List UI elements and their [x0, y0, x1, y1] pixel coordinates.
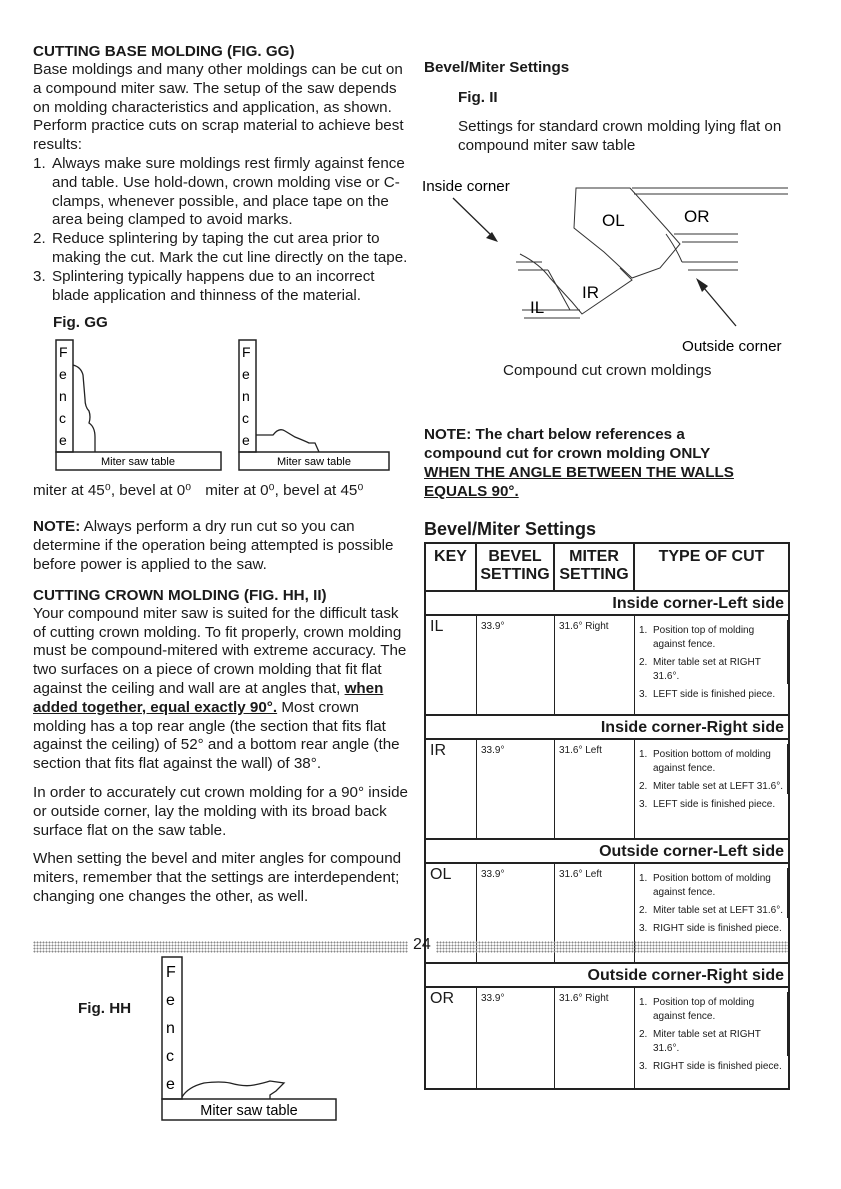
bevel-miter-table — [424, 542, 790, 1090]
section-title: Outside corner-Left side — [426, 840, 788, 864]
step-text: Miter table set at RIGHT 31.6°. — [653, 1029, 761, 1054]
step-number: 3. — [639, 689, 648, 700]
crown-chart-note — [424, 425, 796, 501]
base-molding-steps — [33, 155, 411, 305]
note-line: NOTE: The chart below references a — [424, 426, 685, 443]
step-number: 1. — [639, 873, 648, 884]
page-number: 24 — [413, 936, 431, 953]
arrow-icon — [486, 232, 498, 242]
crown-p1-text: Your compound miter saw is suited for the difficult task of cutting crown molding. To fit properly, crown molding must be compound-mitered with extreme accuracy. The two surfaces on a piece of crown molding that fit flat against the ceiling and wall are at angles that, — [33, 604, 407, 697]
fig-gg-captions — [33, 481, 411, 499]
step-number: 3. — [33, 267, 46, 285]
fence-letter: F — [166, 964, 176, 981]
step-number: 2. — [639, 781, 648, 792]
molding-lines — [674, 234, 738, 270]
list-item — [639, 900, 788, 918]
table-heading: Bevel/Miter Settings — [424, 519, 597, 539]
step-text: Miter table set at LEFT 31.6°. — [653, 905, 783, 916]
cell-key: IR — [426, 740, 477, 838]
fence-letter: e — [59, 366, 67, 383]
cell-key: IL — [426, 616, 477, 714]
base-molding-intro: Base moldings and many other moldings can be cut on a compound miter saw. The setup of the saw depends on molding characteristics and application, as shown. Perform practice cuts on scrap material to achieve best results: — [33, 61, 404, 154]
table-row — [426, 616, 788, 716]
step-number: 1. — [639, 997, 648, 1008]
list-item — [639, 794, 788, 812]
cell-bevel: 33.9° — [477, 616, 555, 714]
step-text: Position bottom of molding against fence. — [653, 873, 771, 898]
fence-letter: c — [59, 410, 66, 427]
molding-profile — [73, 365, 95, 452]
list-item — [33, 230, 411, 268]
header-type: TYPE OF CUT — [658, 548, 765, 565]
cell-key: OL — [426, 864, 477, 962]
step-number: 2. — [639, 905, 648, 916]
list-item — [33, 155, 411, 230]
step-text: Position bottom of molding against fence. — [653, 749, 771, 774]
step-number: 3. — [639, 1061, 648, 1072]
crown-paragraph-1 — [33, 605, 411, 774]
fig-hh-label: Fig. HH — [78, 1000, 132, 1017]
table-row — [426, 740, 788, 840]
list-item — [639, 684, 788, 702]
step-text: LEFT side is finished piece. — [653, 799, 776, 810]
tag-il: IL — [530, 298, 545, 317]
cell-miter: 31.6° Left — [555, 740, 635, 838]
fence-letter: c — [166, 1048, 174, 1065]
header-key: KEY — [426, 544, 477, 590]
header-bevel-2: SETTING — [480, 566, 550, 583]
header-bevel — [477, 544, 555, 590]
step-number: 1. — [639, 749, 648, 760]
step-number: 1. — [639, 625, 648, 636]
fig-gg-caption-left: miter at 45⁰, bevel at 0⁰ — [33, 482, 192, 500]
step-number: 1. — [33, 154, 46, 172]
outside-corner-label: Outside corner — [682, 338, 782, 355]
table-header — [426, 544, 788, 592]
inside-corner-pointer — [453, 198, 492, 236]
fig-gg-caption-right: miter at 0⁰, bevel at 45⁰ — [205, 482, 364, 500]
fence-letter: F — [242, 344, 251, 361]
bevel-miter-heading: Bevel/Miter Settings — [424, 59, 570, 76]
step-text: LEFT side is finished piece. — [653, 689, 776, 700]
list-item — [639, 652, 788, 684]
step-text: Miter table set at RIGHT 31.6°. — [653, 657, 761, 682]
list-item — [639, 744, 788, 776]
fig-gg-diagram — [33, 337, 411, 477]
fence-letter: e — [242, 432, 250, 449]
list-item — [639, 620, 788, 652]
inside-corner-label: Inside corner — [422, 178, 510, 195]
section-title: Outside corner-Right side — [426, 964, 788, 988]
crown-molding-profile — [182, 1081, 284, 1099]
step-text: Miter table set at LEFT 31.6°. — [653, 781, 783, 792]
header-bevel-1: BEVEL — [488, 548, 542, 565]
fig-gg-right-diagram — [239, 340, 389, 470]
crown-p1-emphasis: when added together, equal exactly 90°. — [33, 679, 384, 716]
dry-run-note — [33, 518, 411, 574]
saw-table-label: Miter saw table — [101, 456, 175, 469]
left-column — [33, 42, 411, 907]
list-item — [639, 868, 788, 900]
cell-type — [635, 616, 788, 714]
fence-letter: e — [59, 432, 67, 449]
fence-letter: c — [242, 410, 249, 427]
cell-miter: 31.6° Right — [555, 988, 635, 1088]
note-line-underlined: EQUALS 90°. — [424, 483, 519, 500]
molding-curve — [548, 270, 570, 310]
crown-p1-text-2: Most crown molding has a top rear angle (the section that fits flat against the ceiling) of 52° and a bottom rear angle (the section that fits flat against the wall) of 38°. — [33, 698, 400, 773]
fence-letter: n — [166, 1020, 175, 1037]
list-item — [639, 992, 788, 1024]
list-item — [639, 918, 788, 936]
list-item — [639, 1024, 788, 1056]
crown-paragraph-2: In order to accurately cut crown molding for a 90° inside or outside corner, lay the molding with its broad back surface flat on the saw table. — [33, 783, 408, 839]
molding-lines — [632, 188, 788, 194]
cell-bevel: 33.9° — [477, 740, 555, 838]
step-text: Position top of molding against fence. — [653, 997, 755, 1022]
section-title: Inside corner-Right side — [426, 716, 788, 740]
step-text: RIGHT side is finished piece. — [653, 923, 782, 934]
base-molding-heading: CUTTING BASE MOLDING (FIG. GG) — [33, 43, 295, 60]
fig-ii-caption: Compound cut crown moldings — [503, 362, 712, 379]
note-text: Always perform a dry run cut so you can determine if the operation being attempted is possible before power is applied to the saw. — [33, 518, 394, 573]
fig-ii-text: Settings for standard crown molding lying flat on compound miter saw table — [458, 118, 782, 154]
footer-dot-rule-left — [33, 941, 408, 953]
step-number: 3. — [639, 799, 648, 810]
header-miter-2: SETTING — [559, 566, 629, 583]
fence-letter: n — [242, 388, 250, 405]
tag-or: OR — [684, 207, 710, 226]
cell-type — [635, 740, 788, 838]
list-item — [33, 268, 411, 306]
header-miter-1: MITER — [569, 548, 619, 565]
list-item — [639, 1056, 788, 1074]
molding-profile — [256, 430, 319, 452]
fence-letter: e — [242, 366, 250, 383]
upper-molding-shape — [574, 188, 680, 278]
step-text: Always make sure moldings rest firmly against fence and table. Use hold-down, crown molding vise or C-clamps, whenever possible, and place tape on the area being clamped to avoid marks. — [52, 154, 405, 229]
step-text: Position top of molding against fence. — [653, 625, 755, 650]
tag-ir: IR — [582, 283, 599, 302]
step-text: RIGHT side is finished piece. — [653, 1061, 782, 1072]
step-number: 2. — [33, 230, 46, 248]
cell-key: OR — [426, 988, 477, 1088]
note-line-underlined: WHEN THE ANGLE BETWEEN THE WALLS — [424, 464, 734, 481]
step-number: 3. — [639, 923, 648, 934]
saw-table-label: Miter saw table — [277, 456, 351, 469]
step-text: Splintering typically happens due to an incorrect blade application and thinness of the material. — [52, 267, 375, 304]
section-title: Inside corner-Left side — [426, 592, 788, 616]
fig-gg-label: Fig. GG — [53, 314, 108, 332]
fence-letter: e — [166, 992, 175, 1009]
table-row — [426, 988, 788, 1088]
cell-bevel: 33.9° — [477, 988, 555, 1088]
cell-bevel: 33.9° — [477, 864, 555, 962]
list-item — [639, 776, 788, 794]
footer-dot-rule-right — [436, 941, 788, 953]
fig-gg-left-diagram — [56, 340, 221, 470]
cell-type — [635, 988, 788, 1088]
fence-letter: n — [59, 388, 67, 405]
right-column — [424, 42, 796, 156]
fence-letter: e — [166, 1076, 175, 1093]
fig-ii-label: Fig. II — [458, 89, 498, 106]
fence-letter: F — [59, 344, 68, 361]
crown-molding-heading: CUTTING CROWN MOLDING (FIG. HH, II) — [33, 586, 327, 604]
note-line: compound cut for crown molding ONLY — [424, 445, 711, 462]
fig-hh-diagram — [160, 955, 340, 1123]
cell-miter: 31.6° Left — [555, 864, 635, 962]
fig-ii-diagram — [420, 168, 792, 358]
saw-table-label: Miter saw table — [200, 1103, 298, 1119]
step-number: 2. — [639, 1029, 648, 1040]
cell-miter: 31.6° Right — [555, 616, 635, 714]
note-label: NOTE: — [33, 518, 81, 536]
header-miter — [555, 544, 635, 590]
outside-corner-pointer — [704, 288, 736, 326]
step-text: Reduce splintering by taping the cut area prior to making the cut. Mark the cut line directly on the tape. — [52, 230, 408, 266]
tag-ol: OL — [602, 211, 625, 230]
crown-paragraph-3: When setting the bevel and miter angles for compound miters, remember that the settings are interdependent; changing one changes the other, as well. — [33, 850, 402, 905]
step-number: 2. — [639, 657, 648, 668]
